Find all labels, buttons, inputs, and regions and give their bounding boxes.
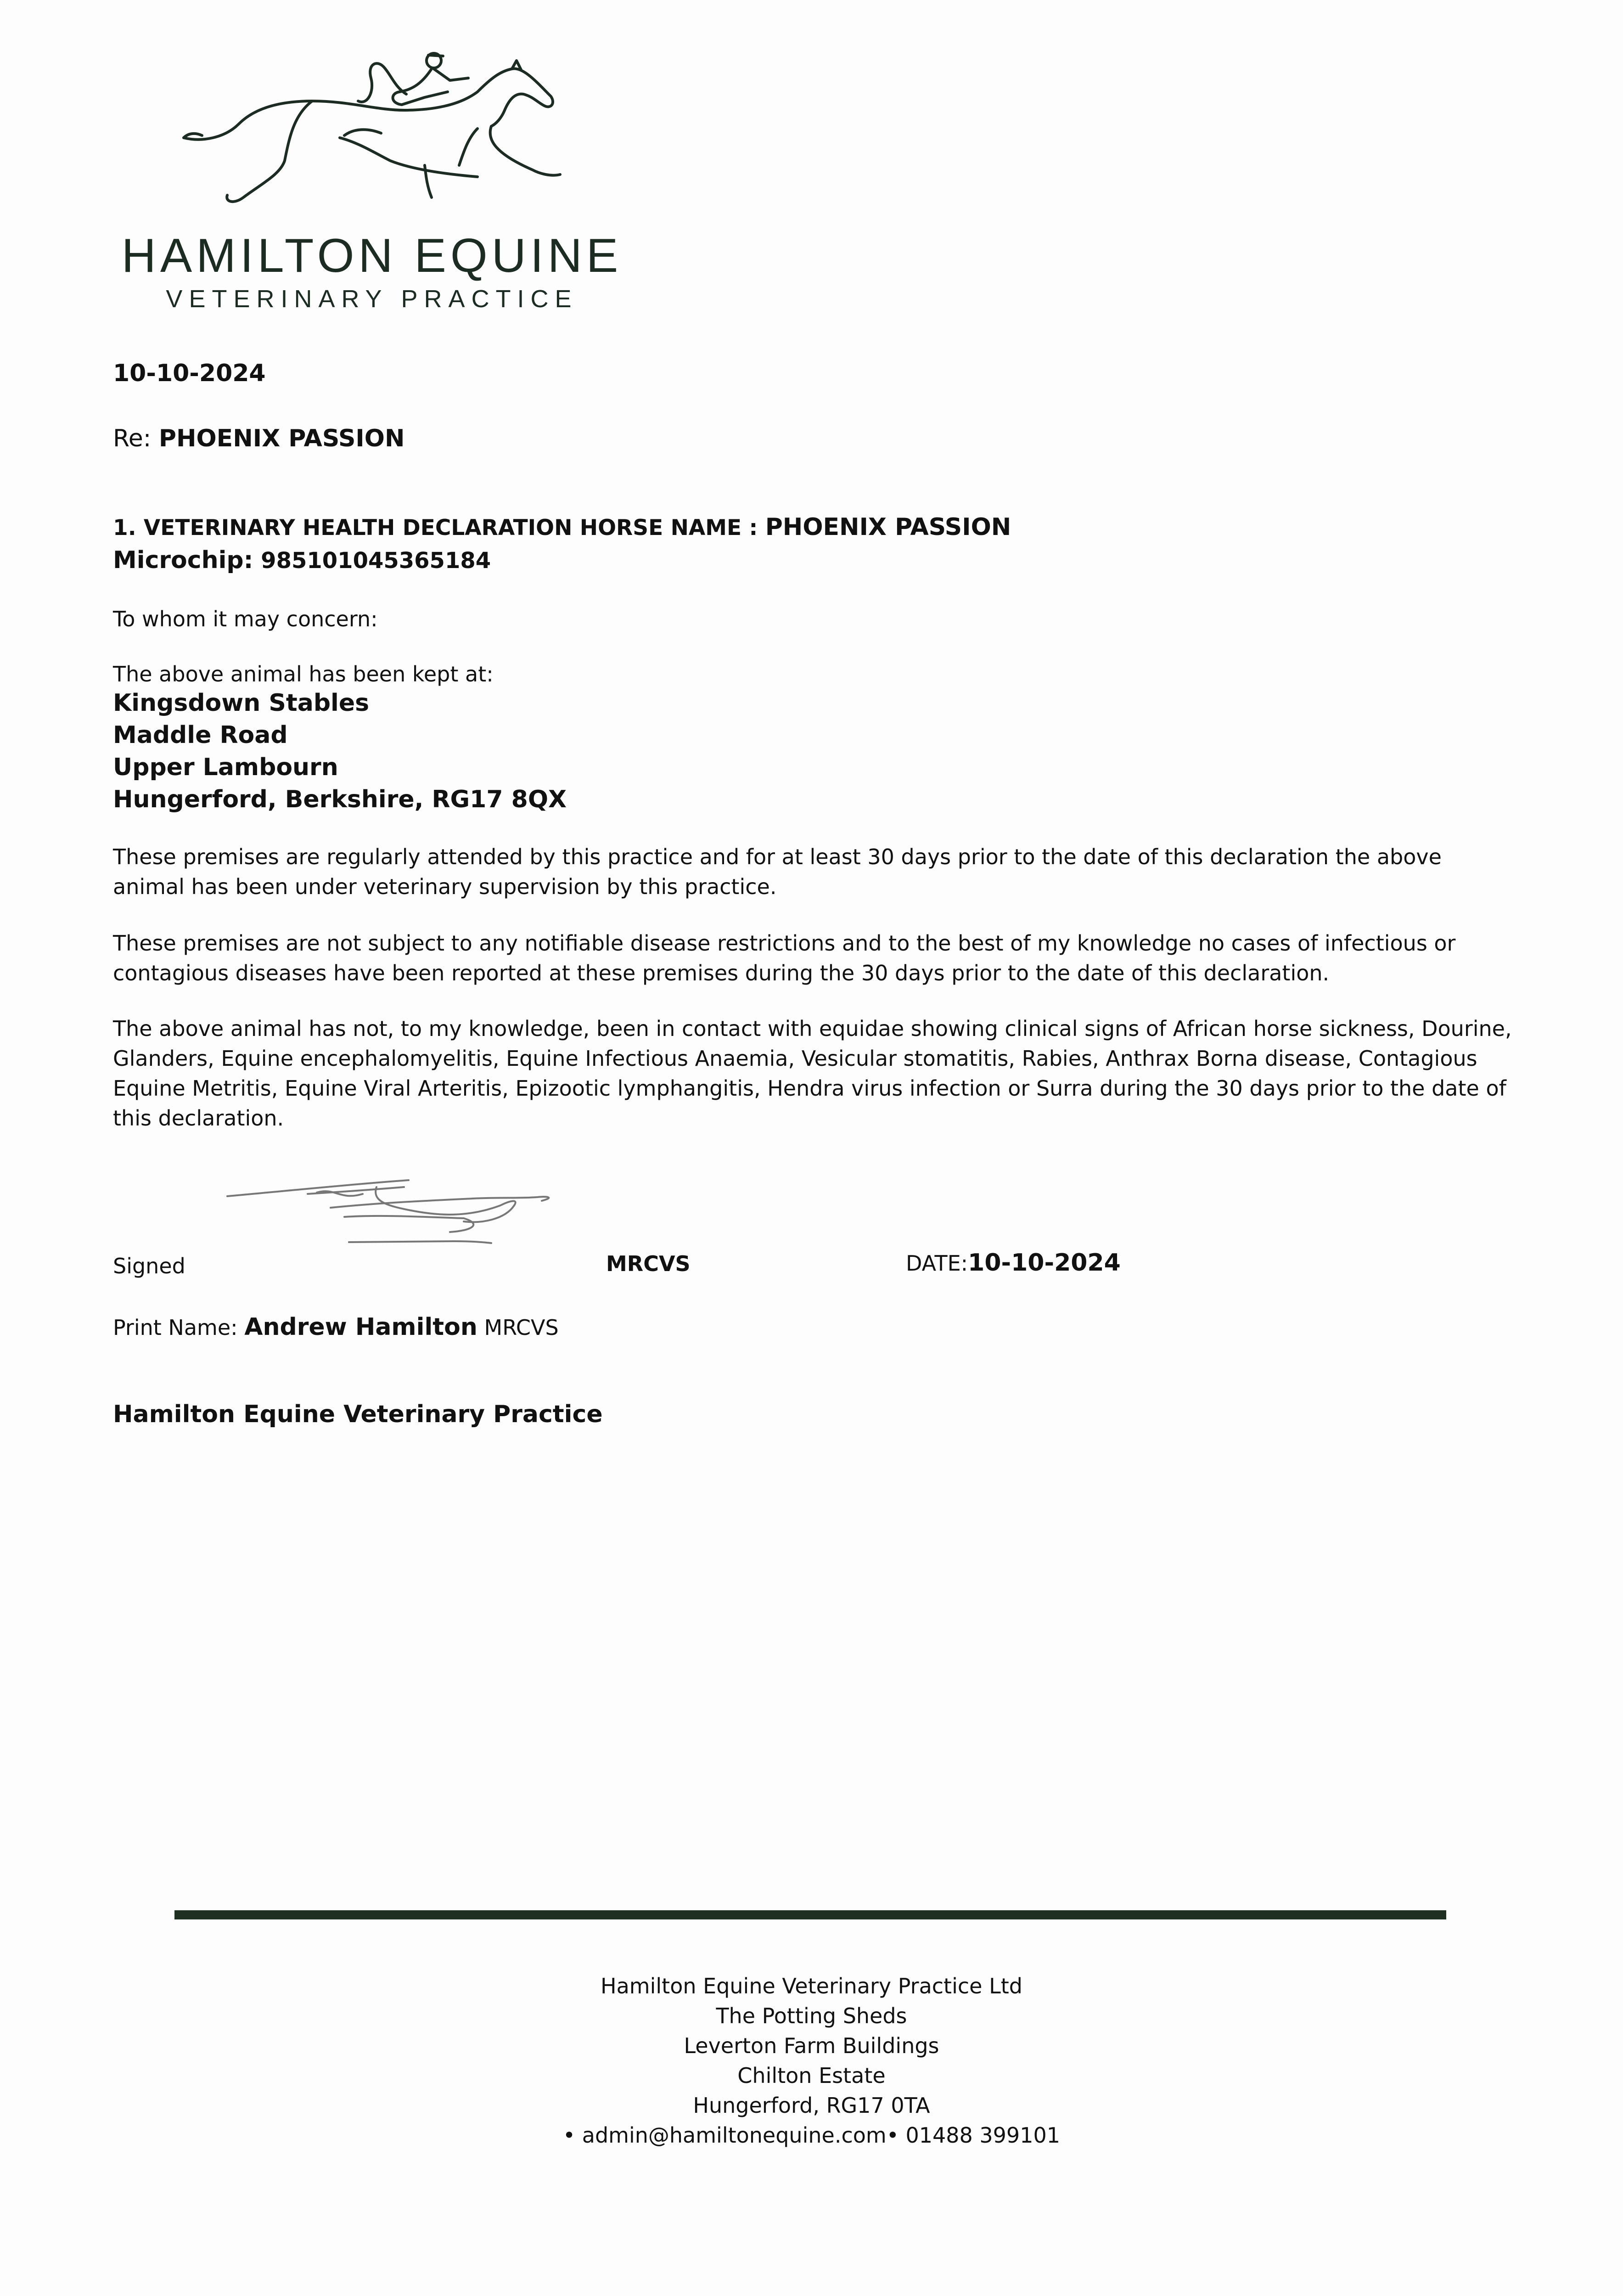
date-value: 10-10-2024 — [968, 1249, 1121, 1277]
print-name-suffix: MRCVS — [484, 1315, 559, 1340]
letter-date: 10-10-2024 — [113, 360, 266, 387]
signed-label: Signed — [113, 1254, 185, 1278]
footer-contact: • admin@hamiltonequine.com• 01488 399101 — [563, 2123, 1060, 2148]
address-line: Hungerford, Berkshire, RG17 8QX — [113, 786, 567, 813]
footer-address — [0, 1971, 1623, 2150]
footer-line: The Potting Sheds — [716, 2003, 907, 2028]
address-line: Maddle Road — [113, 721, 288, 749]
address-line: Upper Lambourn — [113, 754, 338, 781]
re-line — [113, 425, 404, 452]
contact-declaration-paragraph: The above animal has not, to my knowledge, been in contact with equidae showing clinical signs of African horse sickness, Dourine, Glanders, Equine encephalomyelitis, Equine Infectious Anaemia, Vesicular stomatitis, Rabies, Anthrax Borna disease, Contagious Equine Metritis, Equine Viral Arteritis, Epizootic lymphangitis, Hendra virus infection or Surra during the 30 days prior to the date of this declaration. — [113, 1016, 1512, 1131]
microchip-label: Microchip: — [113, 546, 253, 574]
print-name-label: Print Name: — [113, 1315, 238, 1340]
footer-divider — [174, 1910, 1446, 1919]
logo-title: HAMILTON EQUINE — [121, 229, 623, 282]
practice-name: Hamilton Equine Veterinary Practice — [113, 1401, 603, 1428]
declaration-horse-name: PHOENIX PASSION — [765, 513, 1011, 541]
stable-address — [113, 687, 567, 816]
salutation: To whom it may concern: — [113, 607, 378, 631]
footer-line: Chilton Estate — [737, 2063, 886, 2088]
logo-subtitle: VETERINARY PRACTICE — [166, 285, 578, 313]
re-label: Re: — [113, 425, 152, 452]
supervision-paragraph: These premises are regularly attended by this practice and for at least 30 days prior to the date of this declaration the above animal has been under veterinary supervision by this practice. — [113, 844, 1442, 899]
footer-line: Hamilton Equine Veterinary Practice Ltd — [601, 1974, 1022, 1998]
re-horse-name: PHOENIX PASSION — [158, 425, 405, 452]
address-line: Kingsdown Stables — [113, 689, 370, 717]
mrcvs-label: MRCVS — [606, 1251, 691, 1276]
racehorse-and-jockey-icon — [174, 46, 574, 207]
footer-line: Leverton Farm Buildings — [684, 2033, 939, 2058]
print-name-value: Andrew Hamilton — [244, 1313, 477, 1341]
microchip-number: 985101045365184 — [261, 548, 491, 574]
print-name — [113, 1313, 559, 1341]
footer-line: Hungerford, RG17 0TA — [693, 2093, 930, 2118]
signature-date — [906, 1249, 1121, 1277]
kept-at-intro: The above animal has been kept at: — [113, 662, 494, 687]
disease-restrictions-paragraph: These premises are not subject to any notifiable disease restrictions and to the best of my knowledge no cases of infectious or contagious diseases have been reported at these premises during the 30 days prior to the date of this declaration. — [113, 931, 1456, 985]
declaration-title: 1. VETERINARY HEALTH DECLARATION HORSE NAME : — [113, 515, 758, 540]
handwritten-signature — [225, 1173, 592, 1247]
declaration-heading — [113, 513, 1011, 541]
microchip-line — [113, 546, 491, 574]
date-label: DATE: — [906, 1251, 968, 1276]
